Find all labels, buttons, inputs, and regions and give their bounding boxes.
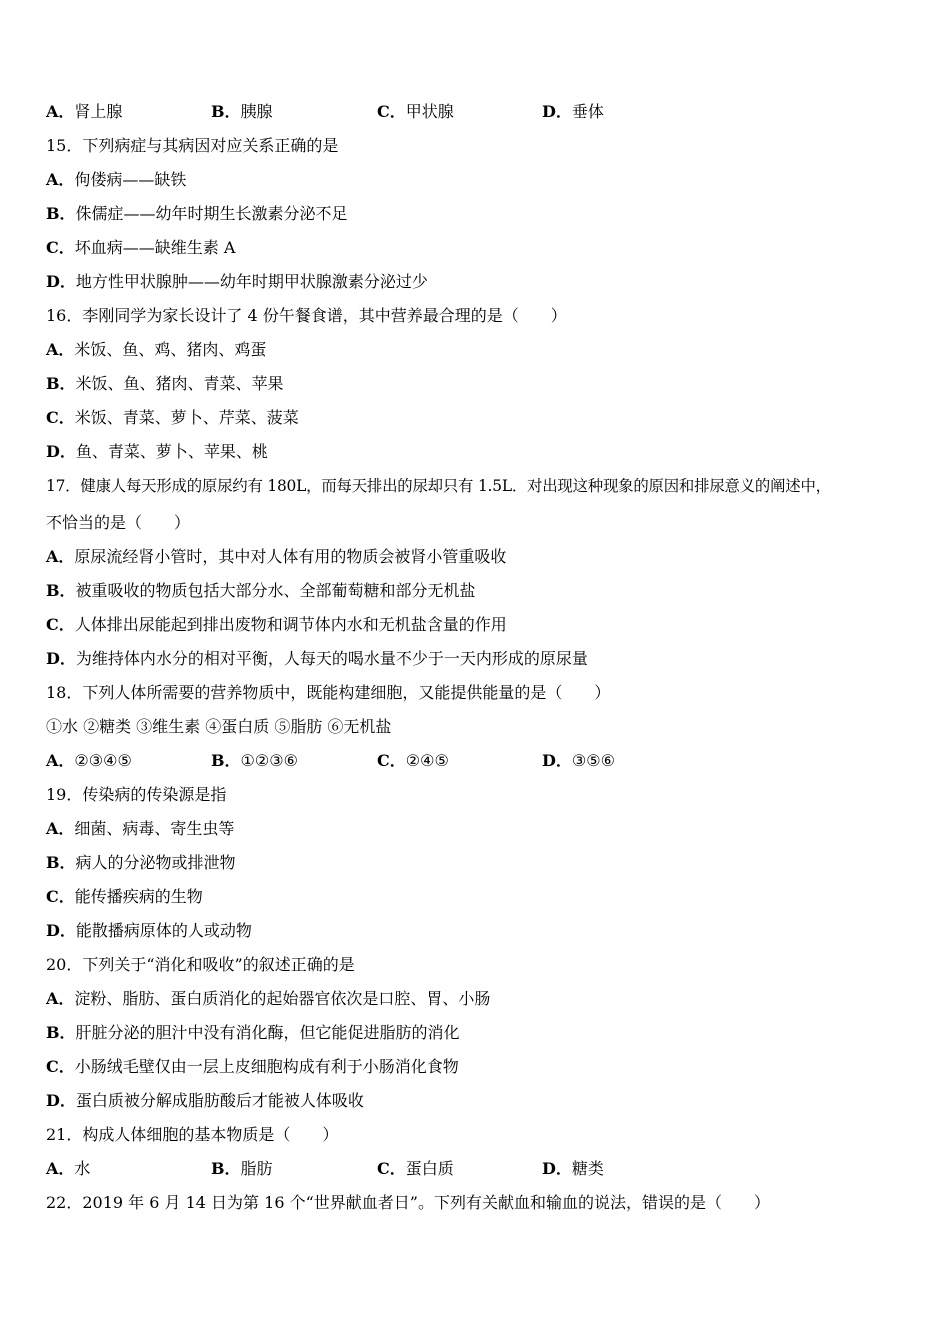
q20-option-b: B．肝脏分泌的胆汁中没有消化酶，但它能促进脂肪的消化 <box>46 1023 460 1042</box>
q22-stem: 22．2019 年 6 月 14 日为第 16 个“世界献血者日”。下列有关献血和输血的说法，错误的是（ ） <box>46 1193 770 1212</box>
q16-stem: 16．李刚同学为家长设计了 4 份午餐食谱，其中营养最合理的是（ ） <box>46 306 567 325</box>
q17-option-b: B．被重吸收的物质包括大部分水、全部葡萄糖和部分无机盐 <box>46 581 476 600</box>
q20-option-c: C．小肠绒毛壁仅由一层上皮细胞构成有利于小肠消化食物 <box>46 1057 459 1076</box>
q20-option-d: D．蛋白质被分解成脂肪酸后才能被人体吸收 <box>46 1091 364 1110</box>
q18-option-b: B．①②③⑥ <box>211 751 298 770</box>
q14-option-a: A．肾上腺 <box>46 102 123 121</box>
q15-option-a: A．佝偻病——缺铁 <box>46 170 187 189</box>
q16-option-a: A．米饭、鱼、鸡、猪肉、鸡蛋 <box>46 340 267 359</box>
q14-option-d: D．垂体 <box>542 102 604 121</box>
q17-option-c: C．人体排出尿能起到排出废物和调节体内水和无机盐含量的作用 <box>46 615 507 634</box>
q19-option-d: D．能散播病原体的人或动物 <box>46 921 252 940</box>
q17-stem-line2: 不恰当的是（ ） <box>46 513 191 532</box>
q18-option-d: D．③⑤⑥ <box>542 751 615 770</box>
q16-option-c: C．米饭、青菜、萝卜、芹菜、菠菜 <box>46 408 299 427</box>
q20-option-a: A．淀粉、脂肪、蛋白质消化的起始器官依次是口腔、胃、小肠 <box>46 989 491 1008</box>
q15-option-d: D．地方性甲状腺肿——幼年时期甲状腺激素分泌过少 <box>46 272 428 291</box>
q21-stem: 21．构成人体细胞的基本物质是（ ） <box>46 1125 339 1144</box>
q17-stem-line1: 17．健康人每天形成的原尿约有 180L，而每天排出的尿却只有 1.5L．对出现这种现象的原因和排尿意义的阐述中， <box>46 477 831 495</box>
q21-option-c: C．蛋白质 <box>377 1159 454 1178</box>
q19-stem: 19．传染病的传染源是指 <box>46 785 227 804</box>
q19-option-b: B．病人的分泌物或排泄物 <box>46 853 236 872</box>
q18-option-a: A．②③④⑤ <box>46 751 132 770</box>
q14-option-c: C．甲状腺 <box>377 102 454 121</box>
q15-option-c: C．坏血病——缺维生素 A <box>46 238 236 257</box>
q15-stem: 15．下列病症与其病因对应关系正确的是 <box>46 136 339 155</box>
q15-option-b: B．侏儒症——幼年时期生长激素分泌不足 <box>46 204 348 223</box>
q21-option-d: D．糖类 <box>542 1159 604 1178</box>
q21-option-a: A．水 <box>46 1159 91 1178</box>
q18-stem: 18．下列人体所需要的营养物质中，既能构建细胞，又能提供能量的是（ ） <box>46 683 611 702</box>
q17-option-d: D．为维持体内水分的相对平衡，人每天的喝水量不少于一天内形成的原尿量 <box>46 649 588 668</box>
q16-option-b: B．米饭、鱼、猪肉、青菜、苹果 <box>46 374 284 393</box>
q18-items: ①水 ②糖类 ③维生素 ④蛋白质 ⑤脂肪 ⑥无机盐 <box>46 717 392 736</box>
q14-option-b: B．胰腺 <box>211 102 273 121</box>
q17-option-a: A．原尿流经肾小管时，其中对人体有用的物质会被肾小管重吸收 <box>46 547 507 566</box>
q16-option-d: D．鱼、青菜、萝卜、苹果、桃 <box>46 442 268 461</box>
q19-option-c: C．能传播疾病的生物 <box>46 887 203 906</box>
q20-stem: 20．下列关于“消化和吸收”的叙述正确的是 <box>46 955 355 974</box>
q21-option-b: B．脂肪 <box>211 1159 273 1178</box>
q18-option-c: C．②④⑤ <box>377 751 449 770</box>
q19-option-a: A．细菌、病毒、寄生虫等 <box>46 819 235 838</box>
